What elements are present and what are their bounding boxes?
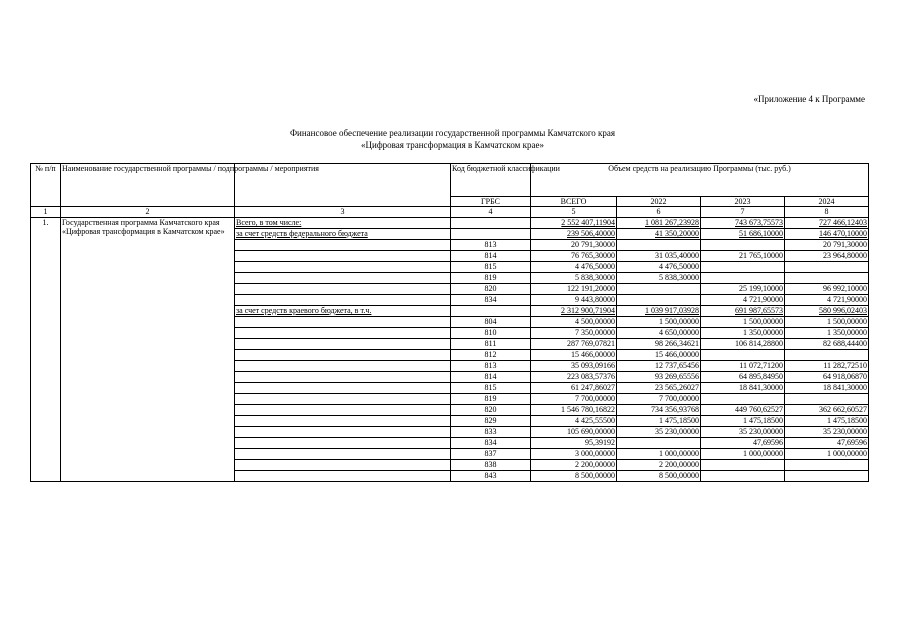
amount-total: 2 552 407,11904	[531, 218, 617, 229]
amount-total: 61 247,86027	[531, 383, 617, 394]
amount-total: 20 791,30000	[531, 240, 617, 251]
amount-2022	[617, 284, 701, 295]
amount-total: 8 500,00000	[531, 471, 617, 482]
funding-source	[235, 449, 451, 460]
grbs-code: 811	[451, 339, 531, 350]
funding-source	[235, 427, 451, 438]
funding-source	[235, 262, 451, 273]
amount-2024: 82 688,44400	[785, 339, 869, 350]
funding-source	[235, 416, 451, 427]
amount-2023	[701, 460, 785, 471]
amount-2022: 1 081 267,23928	[617, 218, 701, 229]
amount-2022: 4 650,00000	[617, 328, 701, 339]
grbs-code	[451, 218, 531, 229]
amount-total: 105 690,00000	[531, 427, 617, 438]
funding-source	[235, 350, 451, 361]
amount-2023: 691 987,65573	[701, 306, 785, 317]
amount-total: 7 350,00000	[531, 328, 617, 339]
amount-2022: 1 500,00000	[617, 317, 701, 328]
amount-total: 5 838,30000	[531, 273, 617, 284]
amount-2022	[617, 295, 701, 306]
funding-source	[235, 438, 451, 449]
amount-2022	[617, 438, 701, 449]
amount-2022: 1 000,00000	[617, 449, 701, 460]
amount-2022: 31 035,40000	[617, 251, 701, 262]
amount-2023: 1 475,18500	[701, 416, 785, 427]
appendix-label: «Приложение 4 к Программе	[753, 94, 865, 104]
funding-source	[235, 295, 451, 306]
funding-source	[235, 372, 451, 383]
amount-2024: 1 500,00000	[785, 317, 869, 328]
amount-2024: 23 964,80000	[785, 251, 869, 262]
header-volume: Объем средств на реализацию Программы (тыс. руб.)	[531, 164, 869, 197]
amount-total: 4 476,50000	[531, 262, 617, 273]
amount-2022: 35 230,00000	[617, 427, 701, 438]
header-grbs: ГРБС	[451, 197, 531, 207]
amount-2024: 146 470,10000	[785, 229, 869, 240]
amount-total: 9 443,80000	[531, 295, 617, 306]
grbs-code: 837	[451, 449, 531, 460]
amount-2022: 12 737,65456	[617, 361, 701, 372]
amount-2022: 98 266,34621	[617, 339, 701, 350]
col-number: 2	[61, 207, 235, 218]
amount-total: 223 083,57376	[531, 372, 617, 383]
amount-2023: 1 000,00000	[701, 449, 785, 460]
header-code: Код бюджетной классификации	[451, 164, 531, 197]
amount-2022: 5 838,30000	[617, 273, 701, 284]
amount-2024	[785, 471, 869, 482]
amount-2022: 4 476,50000	[617, 262, 701, 273]
amount-2024: 35 230,00000	[785, 427, 869, 438]
grbs-code: 810	[451, 328, 531, 339]
header-total: ВСЕГО	[531, 197, 617, 207]
amount-total: 287 769,07821	[531, 339, 617, 350]
amount-2022: 1 475,18500	[617, 416, 701, 427]
amount-2024	[785, 394, 869, 405]
amount-2022: 93 269,65556	[617, 372, 701, 383]
amount-2023: 106 814,28800	[701, 339, 785, 350]
amount-2024: 1 350,00000	[785, 328, 869, 339]
grbs-code: 819	[451, 273, 531, 284]
amount-2023: 51 686,10000	[701, 229, 785, 240]
document-title	[0, 127, 905, 151]
amount-2023: 1 350,00000	[701, 328, 785, 339]
funding-source: за счет средств краевого бюджета, в т.ч.	[235, 306, 451, 317]
title-line-2: «Цифровая трансформация в Камчатском крае»	[361, 140, 544, 150]
funding-source	[235, 284, 451, 295]
amount-2024	[785, 273, 869, 284]
grbs-code: 814	[451, 372, 531, 383]
grbs-code: 814	[451, 251, 531, 262]
grbs-code	[451, 229, 531, 240]
grbs-code: 843	[451, 471, 531, 482]
amount-total: 15 466,00000	[531, 350, 617, 361]
amount-2024: 64 918,06870	[785, 372, 869, 383]
grbs-code: 815	[451, 383, 531, 394]
amount-total: 3 000,00000	[531, 449, 617, 460]
amount-total: 122 191,20000	[531, 284, 617, 295]
amount-2023	[701, 350, 785, 361]
amount-2023	[701, 273, 785, 284]
funding-source: Всего, в том числе:	[235, 218, 451, 229]
table-row	[31, 218, 869, 229]
amount-2022: 2 200,00000	[617, 460, 701, 471]
amount-2024	[785, 350, 869, 361]
grbs-code: 813	[451, 361, 531, 372]
grbs-code: 804	[451, 317, 531, 328]
amount-2022: 7 700,00000	[617, 394, 701, 405]
col-number: 1	[31, 207, 61, 218]
grbs-code: 815	[451, 262, 531, 273]
grbs-code: 838	[451, 460, 531, 471]
program-number: 1.	[31, 218, 61, 482]
header-2023: 2023	[701, 197, 785, 207]
grbs-code: 829	[451, 416, 531, 427]
amount-2023: 21 765,10000	[701, 251, 785, 262]
header-2022: 2022	[617, 197, 701, 207]
amount-2024	[785, 460, 869, 471]
amount-2022: 41 350,20000	[617, 229, 701, 240]
amount-2023: 743 673,75573	[701, 218, 785, 229]
grbs-code	[451, 306, 531, 317]
program-name: Государственная программа Камчатского края «Цифровая трансформация в Камчатском крае»	[61, 218, 235, 482]
funding-source	[235, 317, 451, 328]
grbs-code: 833	[451, 427, 531, 438]
funding-source: за счет средств федерального бюджета	[235, 229, 451, 240]
amount-2024: 20 791,30000	[785, 240, 869, 251]
amount-total: 4 425,55500	[531, 416, 617, 427]
amount-2023	[701, 240, 785, 251]
amount-total: 239 506,40000	[531, 229, 617, 240]
amount-2023: 1 500,00000	[701, 317, 785, 328]
header-2024: 2024	[785, 197, 869, 207]
amount-2022: 15 466,00000	[617, 350, 701, 361]
amount-total: 95,39192	[531, 438, 617, 449]
header-num: № п/п	[31, 164, 61, 207]
column-number-row	[31, 207, 869, 218]
amount-total: 4 500,00000	[531, 317, 617, 328]
amount-2024: 4 721,90000	[785, 295, 869, 306]
col-number: 8	[785, 207, 869, 218]
funding-source	[235, 394, 451, 405]
funding-source	[235, 251, 451, 262]
col-number: 7	[701, 207, 785, 218]
amount-2022: 1 039 917,03928	[617, 306, 701, 317]
amount-2023: 4 721,90000	[701, 295, 785, 306]
amount-2023: 18 841,30000	[701, 383, 785, 394]
col-number: 6	[617, 207, 701, 218]
financing-table	[30, 163, 869, 482]
grbs-code: 819	[451, 394, 531, 405]
amount-2023: 449 760,62527	[701, 405, 785, 416]
funding-source	[235, 460, 451, 471]
amount-2023	[701, 471, 785, 482]
col-number: 5	[531, 207, 617, 218]
amount-2022: 8 500,00000	[617, 471, 701, 482]
amount-2024	[785, 262, 869, 273]
amount-2023	[701, 262, 785, 273]
grbs-code: 834	[451, 295, 531, 306]
amount-2024: 1 000,00000	[785, 449, 869, 460]
col-number: 4	[451, 207, 531, 218]
amount-2024: 1 475,18500	[785, 416, 869, 427]
amount-2023: 47,69596	[701, 438, 785, 449]
amount-2023: 64 895,84950	[701, 372, 785, 383]
amount-2023	[701, 394, 785, 405]
amount-total: 76 765,30000	[531, 251, 617, 262]
amount-total: 35 093,09166	[531, 361, 617, 372]
funding-source	[235, 339, 451, 350]
amount-2024: 727 466,12403	[785, 218, 869, 229]
grbs-code: 834	[451, 438, 531, 449]
funding-source	[235, 328, 451, 339]
amount-total: 2 200,00000	[531, 460, 617, 471]
grbs-code: 812	[451, 350, 531, 361]
funding-source	[235, 471, 451, 482]
amount-2024: 47,69596	[785, 438, 869, 449]
amount-total: 2 312 900,71904	[531, 306, 617, 317]
amount-total: 7 700,00000	[531, 394, 617, 405]
amount-2024: 96 992,10000	[785, 284, 869, 295]
funding-source	[235, 273, 451, 284]
amount-2022	[617, 240, 701, 251]
funding-source	[235, 405, 451, 416]
amount-2024: 362 662,60527	[785, 405, 869, 416]
grbs-code: 820	[451, 284, 531, 295]
amount-2023: 11 072,71200	[701, 361, 785, 372]
amount-2022: 734 356,93768	[617, 405, 701, 416]
amount-2022: 23 565,26027	[617, 383, 701, 394]
amount-2024: 18 841,30000	[785, 383, 869, 394]
grbs-code: 813	[451, 240, 531, 251]
amount-2023: 25 199,10000	[701, 284, 785, 295]
amount-2024: 11 282,72510	[785, 361, 869, 372]
header-name: Наименование государственной программы / подпрограммы / мероприятия	[61, 164, 235, 207]
funding-source	[235, 361, 451, 372]
grbs-code: 820	[451, 405, 531, 416]
amount-2024: 580 996,02403	[785, 306, 869, 317]
amount-total: 1 546 780,16822	[531, 405, 617, 416]
funding-source	[235, 240, 451, 251]
col-number: 3	[235, 207, 451, 218]
amount-2023: 35 230,00000	[701, 427, 785, 438]
title-line-1: Финансовое обеспечение реализации государственной программы Камчатского края	[289, 128, 616, 138]
funding-source	[235, 383, 451, 394]
